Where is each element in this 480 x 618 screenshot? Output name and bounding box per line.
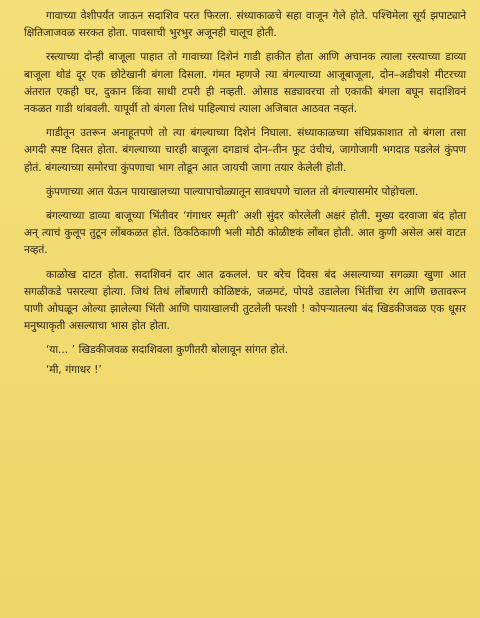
paragraph: गाडीतून उतरून अनाहूतपणे तो त्या बंगल्याच्या दिशेनं निघाला. संध्याकाळच्या संधिप्रकाशात तो बंगला तसा अगदी स्पष्ट दिसत होता. बंगल्याच्या चारही बाजूला दगडाचं दोन–तीन फूट उंचीचं, जागोजागी भगदाड पडलेलं कुंपण होतं. बंगल्याच्या समोरचा कुंपणाचा भाग तोडून आत जायची जागा तयार केलेली होती. <box>24 127 466 174</box>
dialogue-line: ‘या... ’ खिडकीजवळ सदाशिवला कुणीतरी बोलावून सांगत होतं. <box>46 344 288 357</box>
paragraph: बंगल्याच्या डाव्या बाजूच्या भिंतीवर ‘गंगाधर स्मृती’ अशी सुंदर कोरलेली अक्षरं होती. मुख्य दरवाजा बंद होता अन् त्याचं कुलूप तुटून लोंबकळत होतं. ठिकठिकाणी भली मोठी कोळीष्टकं लोंबत होती. आत कुणी असेल असं वाटत नव्हतं. <box>24 210 466 257</box>
paragraph: काळोख दाटत होता. सदाशिवनं दार आत ढकललं. घर बरेच दिवस बंद असल्याच्या सगळ्या खुणा आत सगळीकडे पसरल्या होत्या. जिथं तिथं लोंबणारी कोळिष्टकं, जळमटं, पोपडे उडालेला भिंतींचा रंग आणि छतावरून पाणी ओघळून ओल्या झालेल्या भिंती आणि पायाखालची तुटलेली फरशी ! कोपऱ्यातल्या बंद खिडकीजवळ एक धूसर मनुष्याकृती असल्याचा भास होत होता. <box>24 268 466 333</box>
dialogue-line: ‘मी, गंगाधर !’ <box>46 363 102 376</box>
paragraph: गावाच्या वेशीपर्यंत जाऊन सदाशिव परत फिरला. संध्याकाळचे सहा वाजून गेले होते. पश्चिमेला सूर्य झपाट्याने क्षितिजाजवळ सरकत होता. पावसाची भुरभुर अजूनही चालूच होती. <box>24 10 466 40</box>
paragraph: रस्त्याच्या दोन्ही बाजूला पाहात तो गावाच्या दिशेनं गाडी हाकीत होता आणि अचानक त्याला रस्त्याच्या डाव्या बाजूला थोडं दूर एक छोटेखानी बंगला दिसला. गंमत म्हणजे त्या बंगल्याच्या आजूबाजूला, दोन–अडीचशे मीटरच्या अंतरात एकही घर, दुकान किंवा साधी टपरी ही नव्हती. ओसाड सड्यावरचा तो एकाकी बंगला बघून सदाशिवनं नकळत गाडी थांबवली. यापूर्वी तो बंगला तिथं पाहिल्याचं त्याला अजिबात आठवत नव्हतं. <box>24 51 466 116</box>
paragraph: कुंपणाच्या आत येऊन पायाखालच्या पाल्यापाचोळ्यातून सावधपणे चालत तो बंगल्यासमोर पोहोचला. <box>46 185 419 198</box>
